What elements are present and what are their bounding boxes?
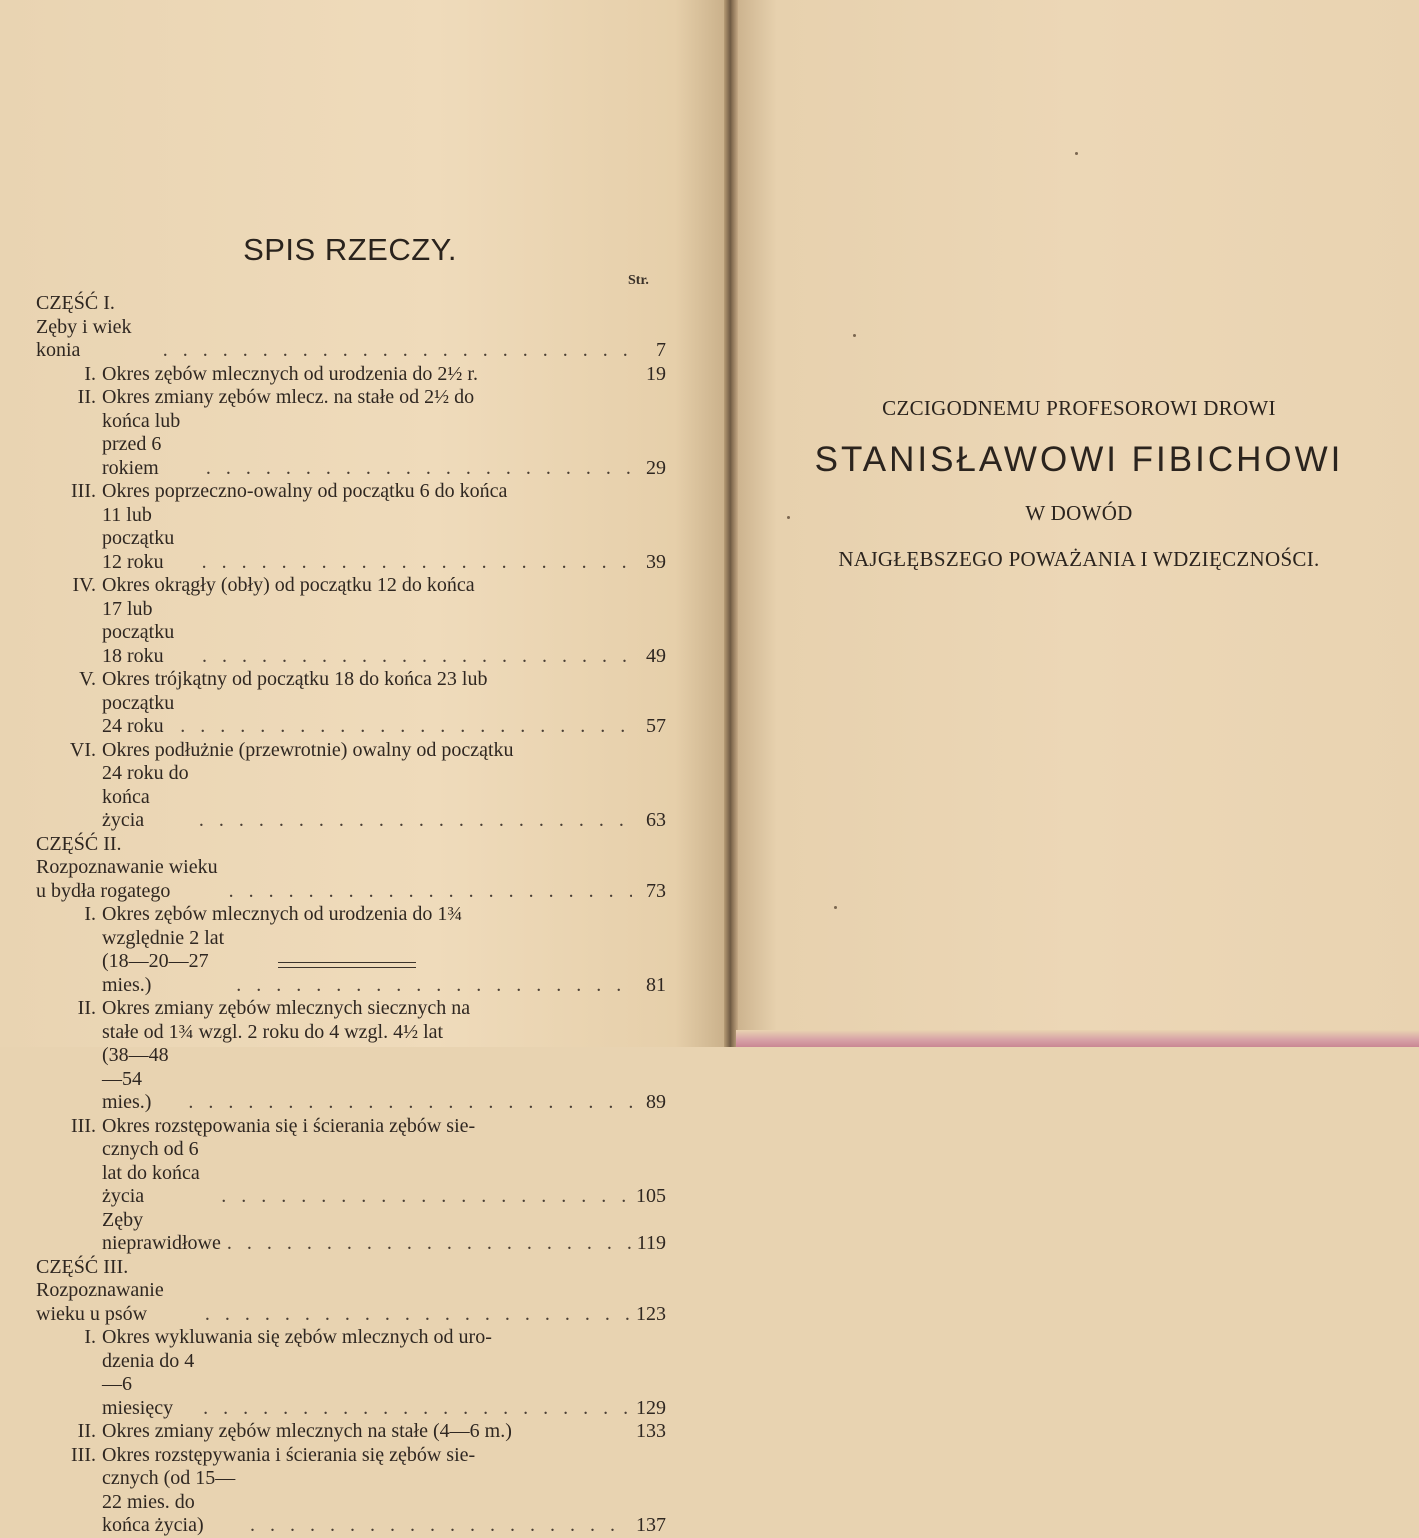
toc-entry-text: Okres zmiany zębów mlecz. na stałe od 2½ do [102,386,475,408]
toc-entry-number: VI. [69,738,96,761]
paper-speck [853,334,856,337]
toc-entry [36,480,666,504]
toc-part-heading [36,292,666,363]
toc-page-number: 57 [646,715,666,737]
toc-entry-text: Okres rozstępywania i ścierania się zębów sie- [102,1443,476,1466]
dedication-line-1: CZCIGODNEMU PROFESOROWI DROWI [882,396,1276,420]
toc-entry-text: Okres okrągły (obły) od początku 12 do końca [102,574,475,596]
toc-entry [36,903,666,927]
toc-entry [36,1420,666,1444]
toc-entry-text: (38—48—54 mies.) [102,1044,169,1113]
toc-entry [36,363,666,387]
toc-entry [36,386,666,410]
page-column-label: Str. [628,273,649,288]
toc-page-number: 123 [635,1302,666,1325]
toc-entry-text: Okres zębów mlecznych od urodzenia do 2½ r. [102,362,478,385]
dedication-name: STANISŁAWOWI FIBICHOWI [814,440,1344,479]
toc-entry [36,668,666,692]
toc-leader-dots [221,1185,630,1209]
toc-entry-text: 17 lub początku 18 roku [102,597,180,667]
toc-leader-dots [202,551,632,575]
closing-rule-bottom [278,967,416,968]
toc-page-number: 129 [636,1396,666,1419]
toc-entry-text: końca lub przed 6 rokiem [102,409,186,479]
toc-entry [36,1350,666,1421]
toc-leader-dots [250,1514,630,1538]
toc-page-number: 119 [636,1232,666,1254]
toc-page-number: 89 [646,1091,666,1113]
toc-entry-text: 24 roku do końca życia [102,762,194,831]
toc-leader-dots [180,715,632,739]
toc-entry [36,1044,666,1115]
toc-entry [36,1467,666,1538]
toc-page-number: 39 [646,550,666,573]
toc-page-number: 49 [646,644,666,667]
dedication-line-4: NAJGŁĘBSZEGO POWAŻANIA I WDZIĘCZNOŚCI. [838,547,1320,571]
toc-entry-number: IV. [72,574,96,596]
toc-title: SPIS RZECZY. [243,232,457,267]
toc-entry-text: CZĘŚĆ II. Rozpoznawanie wieku u bydła rogatego [36,832,223,902]
toc-entry [36,504,666,575]
toc-entry-text: CZĘŚĆ III. Rozpoznawanie wieku u psów [36,1255,169,1325]
closing-rule-top [278,962,416,963]
toc-entry-number: I. [84,903,96,925]
toc-entry-text: względnie 2 lat (18—20—27 mies.) [102,926,230,996]
toc-page-number: 137 [636,1514,666,1536]
toc-page-number: 7 [656,339,666,361]
toc-entry-text: Okres zębów mlecznych od urodzenia do 1¾ [102,903,463,925]
toc-entry-text: cznych (od 15—22 mies. do końca życia) [102,1467,236,1536]
toc-entry-text: dzenia do 4—6 miesięcy [102,1349,195,1419]
page-bottom-edge [736,1030,1419,1047]
dedication-line-3: W DOWÓD [1025,501,1133,525]
toc-entry [36,1326,666,1350]
toc-entry [36,1444,666,1468]
toc-entry [36,598,666,669]
toc-page-number: 73 [646,879,666,902]
toc-entry-number: I. [84,1326,96,1348]
toc-leader-dots [188,1091,632,1115]
toc-entry-text: Okres trójkątny od początku 18 do końca 23 lub [102,668,488,690]
toc-entry [36,739,666,763]
toc-entry [36,692,666,739]
toc-entry [36,762,666,833]
toc-entry-text: stałe od 1¾ wzgl. 2 roku do 4 wzgl. 4½ lat [102,1020,444,1043]
toc-leader-dots [199,809,632,833]
toc-entry [36,1209,666,1256]
toc-entry-text: początku 24 roku [102,691,180,737]
toc-entry [36,997,666,1021]
toc-entry-text: Okres poprzeczno-owalny od początku 6 do końca [102,480,508,502]
paper-speck [1075,152,1078,155]
book-gutter [724,0,738,1047]
toc-entry [36,1115,666,1139]
toc-entry-number: III. [71,1443,96,1466]
toc-part-heading [36,833,666,904]
toc-entry-number: III. [71,480,96,502]
toc-entry [36,410,666,481]
toc-part-heading [36,1256,666,1327]
toc-entry-number: V. [79,668,96,690]
toc-page-number: 63 [646,809,666,831]
paper-speck [787,516,790,519]
toc-leader-dots [205,1303,630,1327]
toc-entry [36,574,666,598]
toc-entry-text: Okres zmiany zębów mlecznych na stałe (4—6 m.) [102,1420,512,1442]
toc-entry-text: Okres wykluwania się zębów mlecznych od uro- [102,1326,492,1348]
toc-entry-number: II. [77,1420,96,1442]
toc-entry-text: Okres rozstępowania się i ścierania zębów sie- [102,1114,476,1137]
toc-page-number: 29 [646,456,666,479]
toc-leader-dots [229,880,632,904]
toc-page-number: 133 [636,1420,666,1442]
toc-leader-dots [163,339,632,363]
toc-entry-text: cznych od 6 lat do końca życia [102,1138,205,1207]
toc-entry-text: Okres podłużnie (przewrotnie) owalny od początku [102,738,514,761]
toc-entry [36,1021,666,1045]
toc-leader-dots [227,1232,631,1256]
toc-leader-dots [202,645,632,669]
toc-entry-number: II. [77,997,96,1019]
toc-entry-number: III. [71,1114,96,1137]
toc-entry-number: II. [77,386,96,408]
toc-page-number: 81 [646,973,666,996]
table-of-contents [36,292,666,1538]
toc-entry-text: Zęby nieprawidłowe [102,1208,221,1254]
toc-leader-dots [236,974,632,998]
toc-entry-number: I. [84,362,96,385]
paper-speck [834,906,837,909]
toc-leader-dots [206,457,632,481]
toc-entry-text: CZĘŚĆ I. Zęby i wiek konia [36,292,137,361]
toc-page-number: 19 [646,362,666,385]
toc-entry [36,1138,666,1209]
toc-leader-dots [203,1397,630,1421]
toc-entry-text: 11 lub początku 12 roku [102,503,180,573]
toc-entry-text: Okres zmiany zębów mlecznych siecznych na [102,997,471,1019]
toc-page-number: 105 [636,1185,666,1207]
